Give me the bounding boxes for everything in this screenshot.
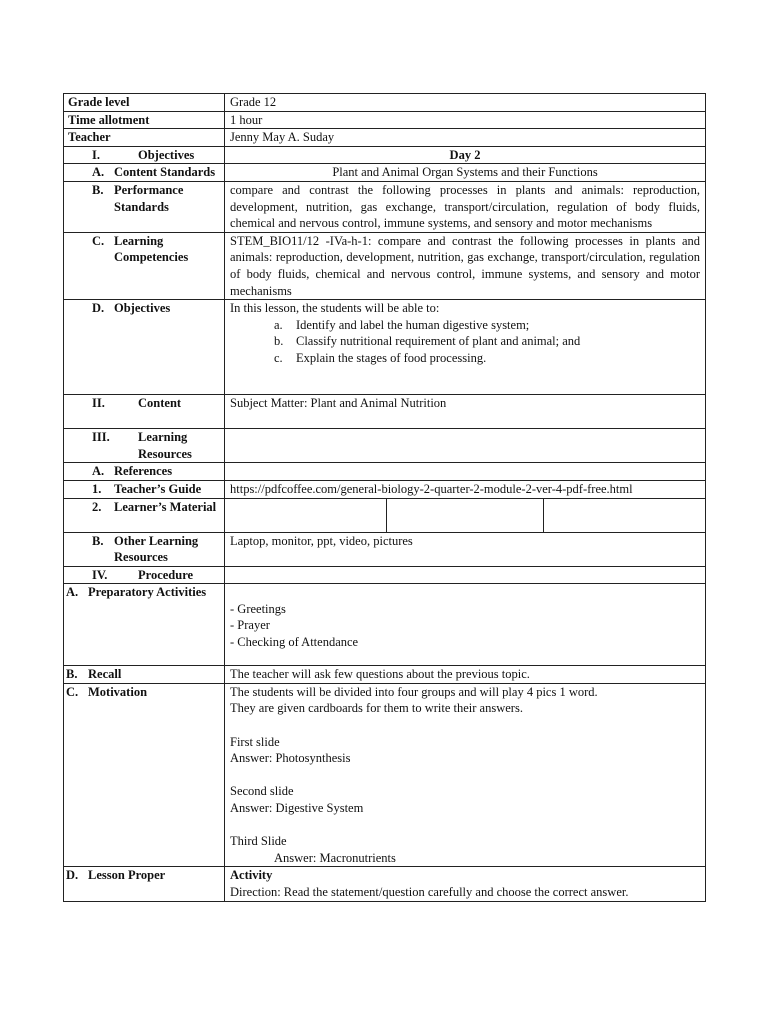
list-item: - Greetings [230, 601, 286, 616]
teachers-guide-label: Teacher’s Guide [114, 481, 202, 496]
references-label: References [114, 464, 173, 479]
row-content [64, 395, 706, 429]
row-learners-material [64, 498, 706, 532]
objectives-heading-num: I. [92, 147, 100, 162]
row-learning-resources [64, 429, 706, 463]
content-standards-label: Content Standards [114, 165, 216, 180]
other-resources-num: B. [92, 533, 104, 548]
row-performance-standards [64, 181, 706, 232]
content-standards-value: Plant and Animal Organ Systems and their Functions [225, 164, 706, 182]
lesson-proper-label: Lesson Proper [88, 868, 166, 883]
list-item: a. Identify and label the human digestive system; [274, 317, 530, 332]
learning-competencies-value: STEM_BIO11/12 -IVa-h-1: compare and contrast the following processes in plants and animals: reproduction, development, nutrition, gas exchange, transport/circulation, regulation of body fluids, chemical and nervous control, immune systems, and sensory and motor mechanisms [225, 232, 706, 299]
row-learning-competencies [64, 232, 706, 299]
row-references [64, 463, 706, 481]
learners-material-label: Learner’s Material [114, 499, 217, 514]
grade-level-value: Grade 12 [225, 94, 706, 112]
motivation-cell [225, 683, 706, 867]
row-grade-level [64, 94, 706, 112]
list-item: c. Explain the stages of food processing. [274, 350, 487, 365]
lesson-proper-num: D. [66, 868, 79, 883]
slide2-answer: Answer: Digestive System [230, 801, 364, 816]
grade-level-label: Grade level [64, 94, 225, 112]
row-teachers-guide [64, 480, 706, 498]
teacher-value: Jenny May A. Suday [225, 129, 706, 147]
list-item: - Checking of Attendance [230, 635, 359, 650]
content-standards-num: A. [92, 165, 105, 180]
other-resources-label: Other Learning Resources [114, 533, 199, 565]
row-objectives [64, 300, 706, 395]
objectives-label: Objectives [114, 301, 171, 316]
day-label: Day 2 [225, 146, 706, 164]
row-teacher [64, 129, 706, 147]
time-allotment-value: 1 hour [225, 111, 706, 129]
list-item: b. Classify nutritional requirement of plant and animal; and [274, 334, 581, 349]
recall-num: B. [66, 667, 78, 682]
objectives-intro: In this lesson, the students will be able to: [230, 301, 440, 316]
lesson-proper-cell [225, 867, 706, 901]
procedure-label: Procedure [138, 567, 194, 582]
row-objectives-heading [64, 146, 706, 164]
lesson-plan-table [63, 93, 706, 902]
other-resources-value: Laptop, monitor, ppt, video, pictures [225, 532, 706, 566]
learners-material-num: 2. [92, 499, 102, 514]
row-lesson-proper [64, 867, 706, 901]
slide3-answer: Answer: Macronutrients [274, 850, 396, 865]
slide1-title: First slide [230, 734, 280, 749]
preparatory-cell [225, 584, 706, 666]
slide2-title: Second slide [230, 784, 294, 799]
recall-label: Recall [88, 667, 122, 682]
preparatory-num: A. [66, 585, 79, 600]
list-item: - Prayer [230, 618, 270, 633]
teachers-guide-link[interactable]: https://pdfcoffee.com/general-biology-2-quarter-2-module-2-ver-4-pdf-free.html [225, 480, 706, 498]
motivation-line2: They are given cardboards for them to write their answers. [230, 701, 523, 716]
procedure-num: IV. [92, 567, 108, 582]
row-other-resources [64, 532, 706, 566]
row-motivation [64, 683, 706, 867]
activity-direction: Direction: Read the statement/question carefully and choose the correct answer. [230, 885, 629, 899]
row-recall [64, 666, 706, 684]
preparatory-label: Preparatory Activities [88, 585, 207, 600]
teacher-label: Teacher [64, 129, 225, 147]
learning-competencies-num: C. [92, 233, 105, 248]
slide3-title: Third Slide [230, 834, 287, 849]
motivation-label: Motivation [88, 684, 148, 699]
performance-standards-num: B. [92, 182, 104, 197]
row-procedure [64, 566, 706, 584]
content-num: II. [92, 396, 105, 411]
learning-resources-label: Learning Resources [138, 430, 192, 461]
objectives-list [230, 317, 700, 367]
time-allotment-label: Time allotment [64, 111, 225, 129]
performance-standards-value: compare and contrast the following processes in plants and animals: reproduction, development, nutrition, gas exchange, transport/circulation, regulation of body fluids, chemical and nervous control, immune systems, and sensory and motor mechanisms [225, 181, 706, 232]
content-value: Subject Matter: Plant and Animal Nutrition [225, 395, 706, 429]
learning-resources-num: III. [92, 430, 110, 445]
motivation-line1: The students will be divided into four groups and will play 4 pics 1 word. [230, 684, 598, 699]
references-num: A. [92, 464, 105, 479]
row-time-allotment [64, 111, 706, 129]
content-label: Content [138, 396, 182, 411]
objectives-num: D. [92, 301, 105, 316]
teachers-guide-num: 1. [92, 481, 102, 496]
slide1-answer: Answer: Photosynthesis [230, 751, 351, 766]
motivation-num: C. [66, 684, 79, 699]
row-preparatory [64, 584, 706, 666]
row-content-standards [64, 164, 706, 182]
learning-competencies-label: Learning Competencies [114, 233, 189, 265]
recall-value: The teacher will ask few questions about the previous topic. [225, 666, 706, 684]
learners-material-subcells [230, 499, 700, 532]
objectives-cell [225, 300, 706, 395]
objectives-heading-label: Objectives [138, 147, 195, 162]
performance-standards-label: Performance Standards [114, 182, 184, 214]
activity-label: Activity [230, 868, 273, 883]
